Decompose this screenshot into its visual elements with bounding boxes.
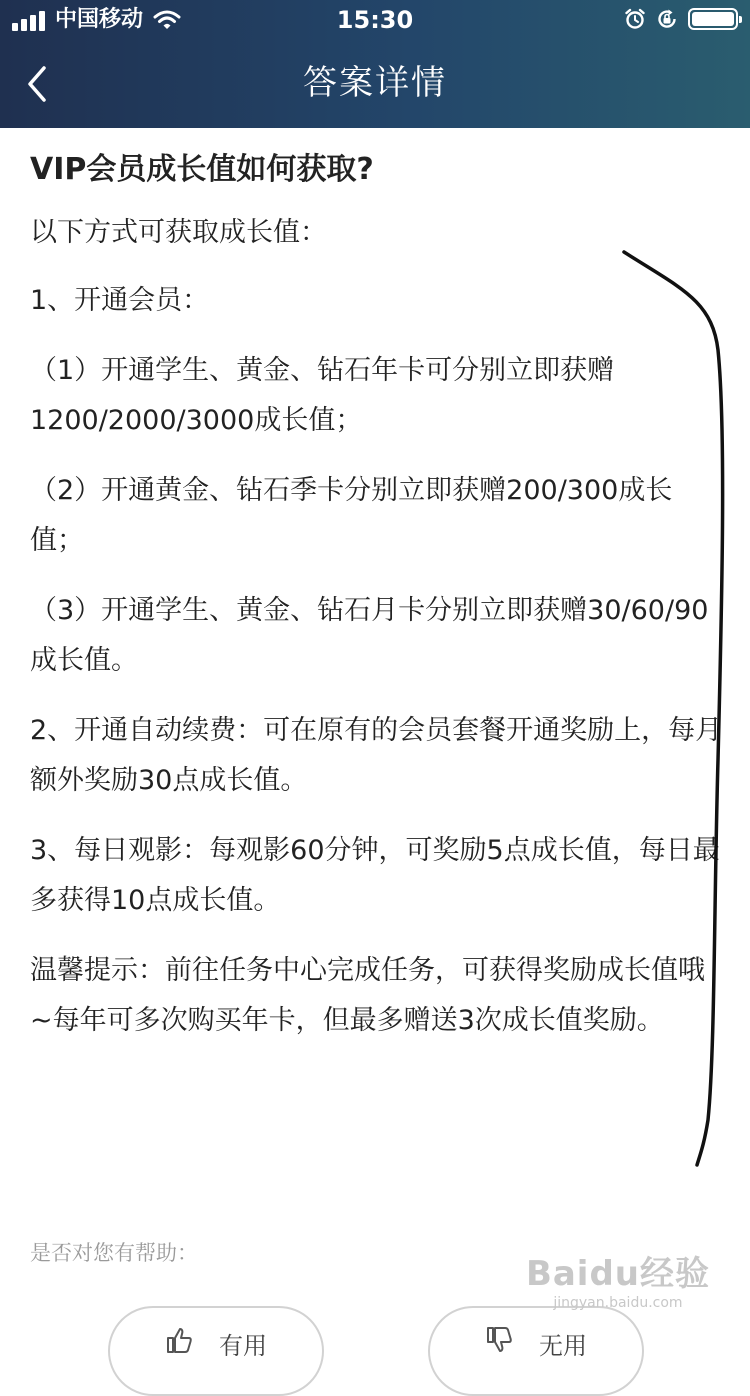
rotation-lock-icon <box>656 8 678 30</box>
thumbs-up-icon <box>165 1326 193 1354</box>
thumbs-down-icon <box>485 1326 513 1354</box>
status-time: 15:30 <box>336 6 414 34</box>
paragraph-month-card: （3）开通学生、黄金、钻石月卡分别立即获赠30/60/90成长值。 <box>30 595 709 676</box>
baidu-jingyan-watermark <box>526 1254 710 1312</box>
question-title: VIP会员成长值如何获取? <box>30 152 374 187</box>
page-title: 答案详情 <box>303 63 447 103</box>
header <box>0 0 750 128</box>
helpful-no-label: 无用 <box>539 1332 587 1360</box>
paragraph-quarter-card: （2）开通黄金、钻石季卡分别立即获赠200/300成长值； <box>30 475 673 556</box>
paragraph-tip: 温馨提示：前往任务中心完成任务，可获得奖励成长值哦~每年可多次购买年卡，但最多赠送3次成长值奖励。 <box>30 955 705 1036</box>
helpful-question: 是否对您有帮助： <box>30 1241 198 1265</box>
watermark-url: jingyan.baidu.com <box>553 1295 683 1311</box>
nav-bar <box>0 40 750 128</box>
status-icons <box>624 8 738 30</box>
watermark-logo: Baidu经验 <box>525 1254 710 1294</box>
status-bar <box>0 0 750 40</box>
helpful-no-button[interactable] <box>428 1306 644 1396</box>
battery-icon <box>688 8 738 30</box>
carrier-name: 中国移动 <box>55 7 144 32</box>
paragraph-daily-viewing: 3、每日观影：每观影60分钟，可奖励5点成长值，每日最多获得10点成长值。 <box>30 835 720 916</box>
alarm-icon <box>624 8 646 30</box>
paragraph-auto-renew: 2、开通自动续费：可在原有的会员套餐开通奖励上，每月额外奖励30点成长值。 <box>30 715 723 796</box>
helpful-yes-button[interactable] <box>108 1306 324 1396</box>
paragraph-membership: 1、开通会员： <box>30 285 210 316</box>
paragraph-annual-card: （1）开通学生、黄金、钻石年卡可分别立即获赠1200/2000/3000成长值； <box>30 355 615 436</box>
helpful-yes-label: 有用 <box>219 1332 267 1360</box>
paragraph-intro: 以下方式可获取成长值： <box>30 217 327 248</box>
article <box>30 144 726 1066</box>
